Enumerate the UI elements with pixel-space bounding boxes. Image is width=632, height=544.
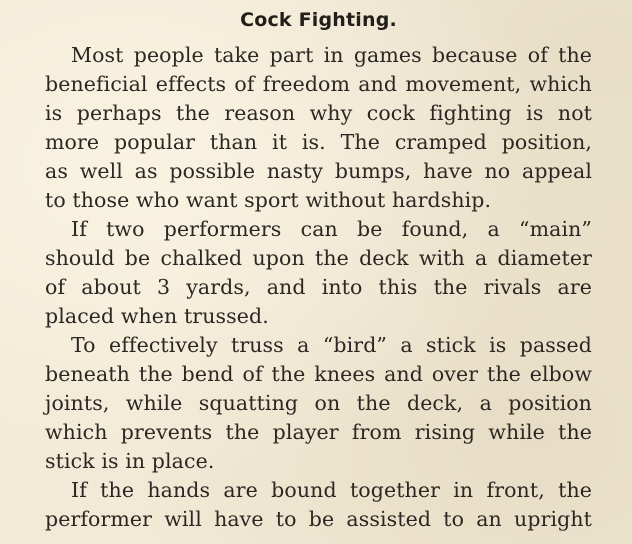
text-line: placed when trussed. [45,304,269,328]
text-line: Most people take part in games because of the [71,43,592,67]
text-line: is perhaps the reason why cock fighting is not [45,101,592,125]
text-line: stick is in place. [45,449,215,473]
article-title: Cock Fighting. [240,9,397,31]
text-line: beneath the bend of the knees and over the elbow [45,362,592,386]
paragraph-3 [45,331,592,476]
paragraph-1 [45,41,592,215]
text-line: more popular than it is. The cramped position, [45,130,592,154]
text-line: joints, while squatting on the deck, a position [45,391,592,415]
paragraph-2 [45,215,592,331]
text-line: as well as possible nasty bumps, have no appeal [45,159,592,183]
text-line: should be chalked upon the deck with a diameter [45,246,592,270]
text-line: beneficial effects of freedom and movement, which [45,72,592,96]
text-line: If two performers can be found, a “main” [71,217,592,241]
text-line: If the hands are bound together in front, the [71,478,592,502]
paragraph-4 [45,476,592,534]
text-line: of about 3 yards, and into this the rivals are [45,275,592,299]
text-line: which prevents the player from rising while the [45,420,592,444]
text-line: performer will have to be assisted to an upright [45,507,592,531]
text-line: To effectively truss a “bird” a stick is passed [71,333,592,357]
text-line: to those who want sport without hardship. [45,188,492,212]
